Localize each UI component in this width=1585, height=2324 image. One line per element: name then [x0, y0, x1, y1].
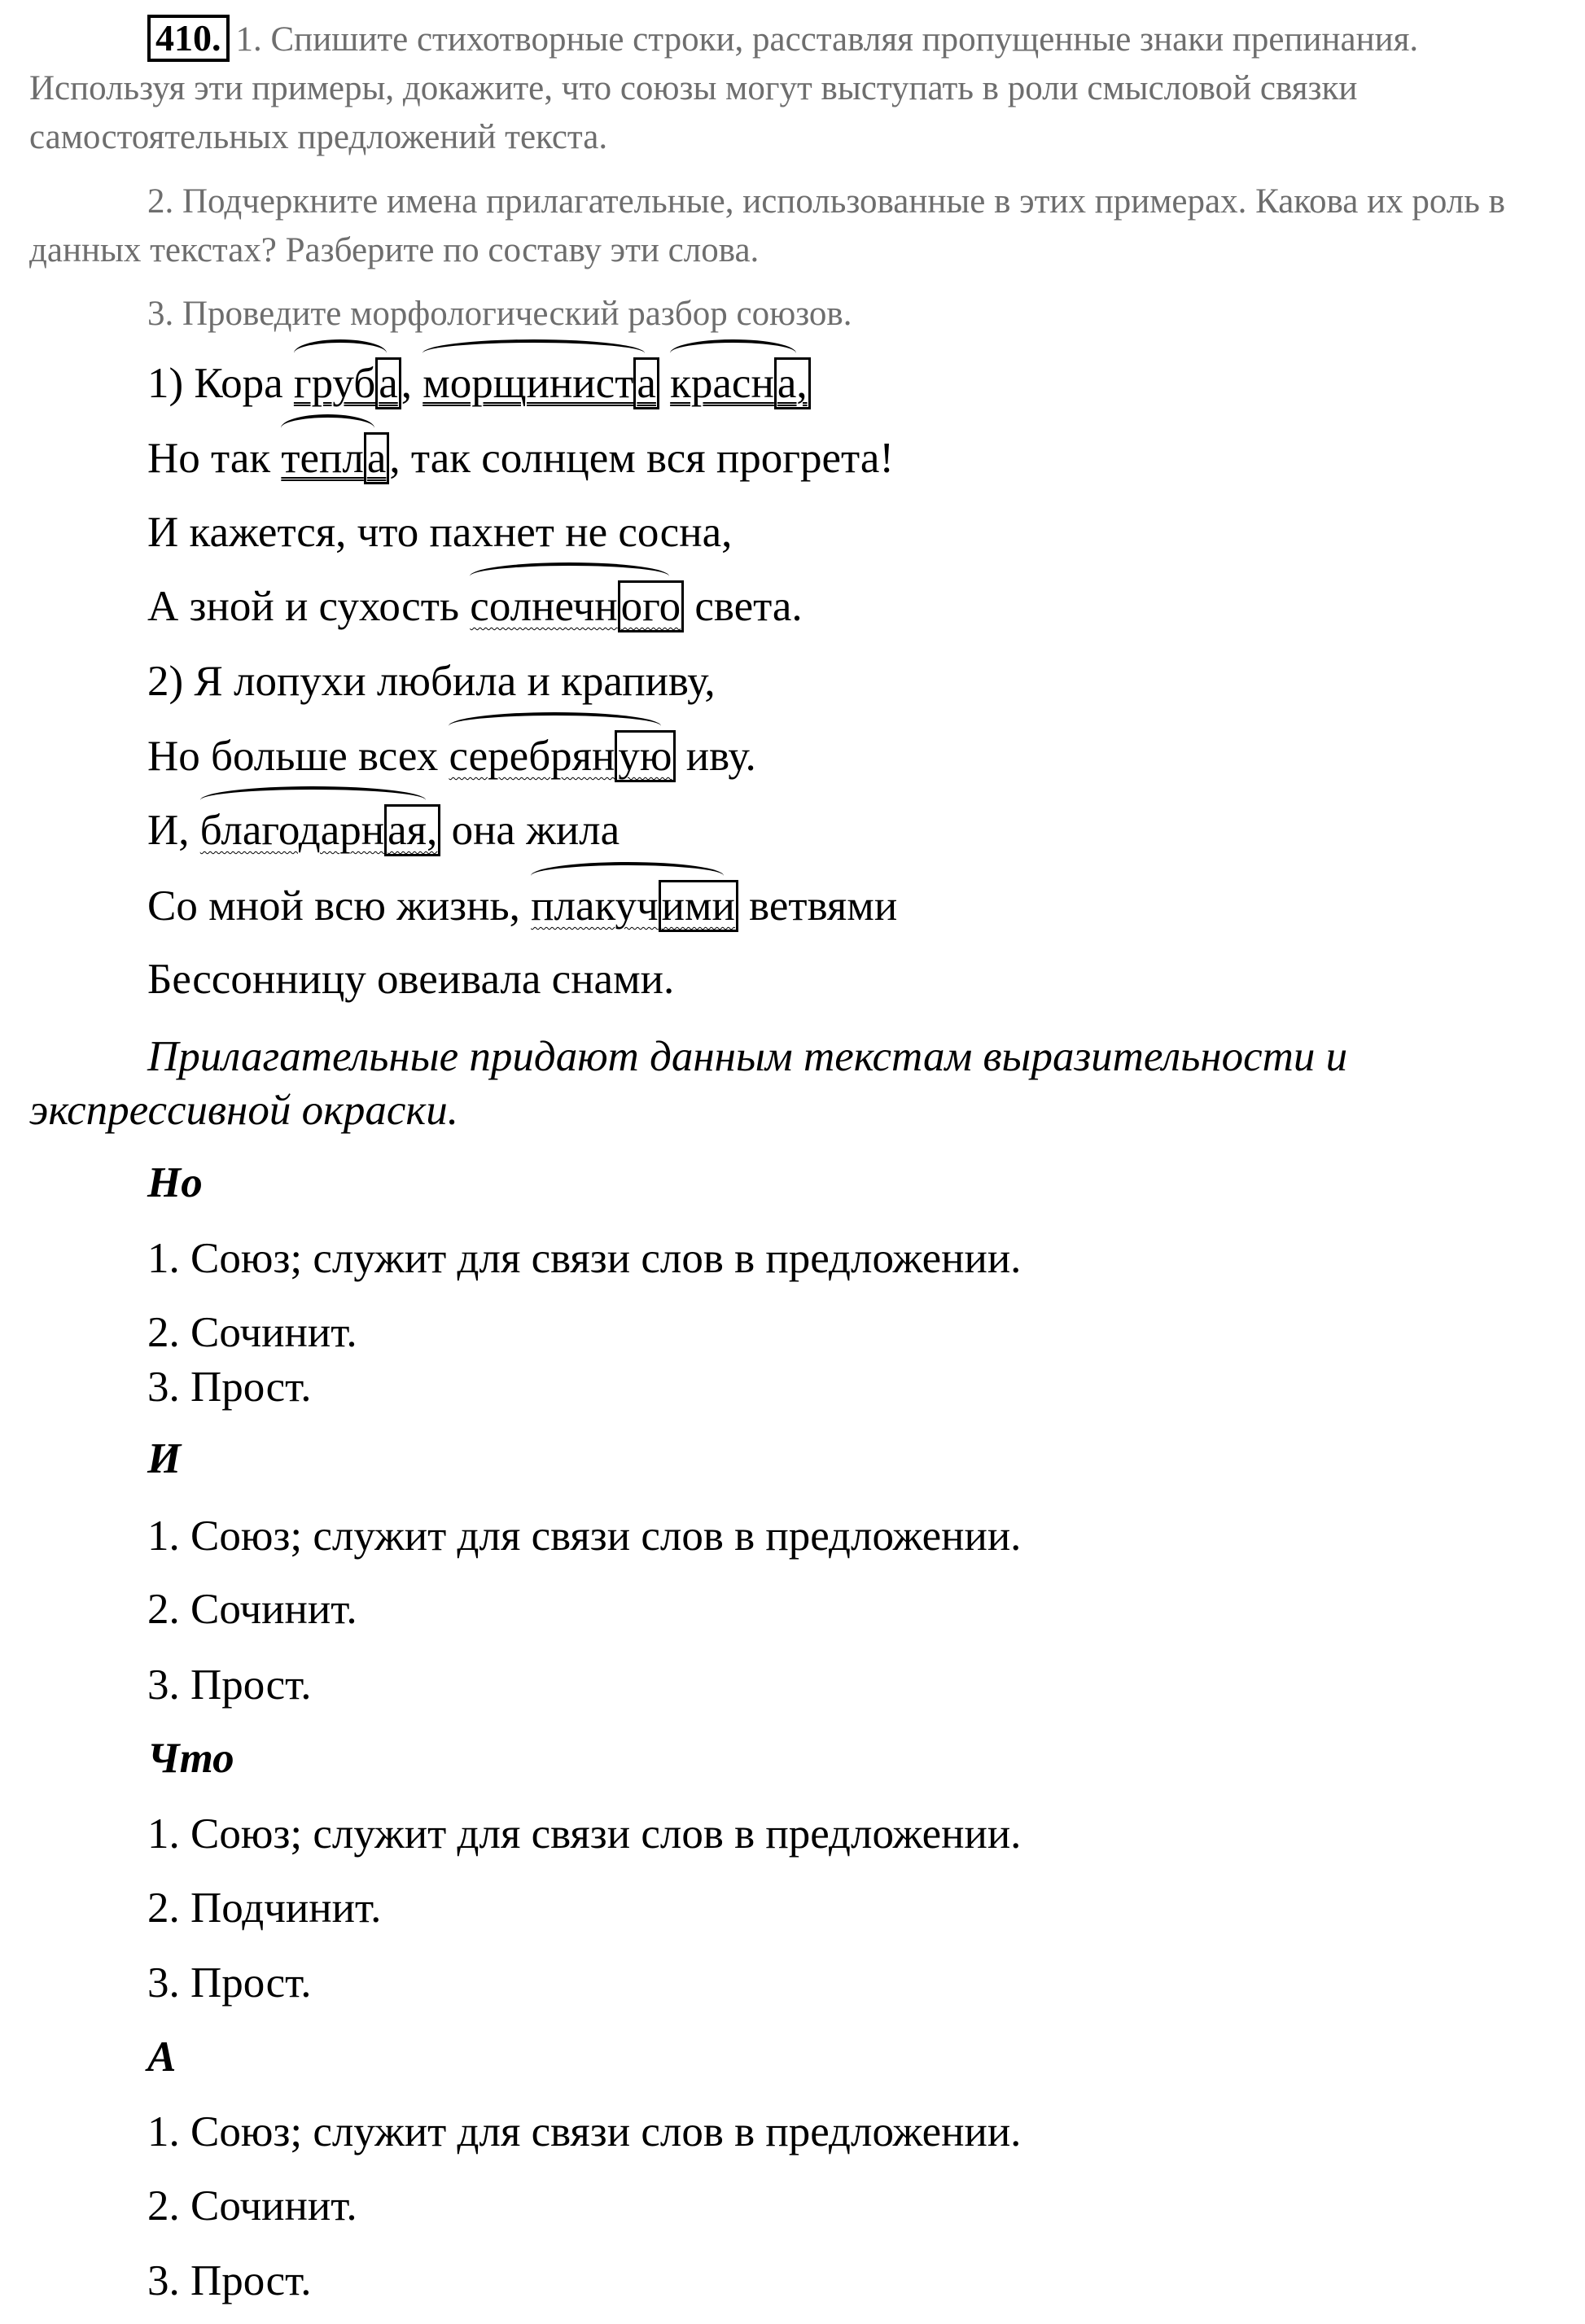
analysis-item: 1. Союз; служит для связи слов в предложении.: [147, 1512, 1022, 1560]
analysis-item: 1. Союз; служит для связи слов в предложении.: [147, 1810, 1022, 1858]
analysis-item: 3. Прост.: [147, 1661, 312, 1709]
poem-line: [147, 432, 894, 484]
poem-line: [147, 357, 811, 409]
conjunction-heading: Но: [147, 1159, 203, 1206]
word-stem: серебрян: [449, 733, 615, 780]
conjunction-heading: И: [147, 1435, 182, 1482]
poem-line: [147, 804, 620, 856]
analysis-item: 2. Сочинит.: [147, 1309, 357, 1356]
analysis-item: 2. Сочинит.: [147, 2182, 357, 2230]
adjective: [670, 357, 810, 409]
text-segment: И,: [147, 807, 200, 854]
task-paragraph-1: [29, 15, 1560, 162]
adjective: [423, 357, 659, 409]
task-paragraph-3: 3. Проведите морфологический разбор союзов.: [147, 295, 852, 333]
word-stem: солнечн: [470, 583, 618, 630]
analysis-item: 2. Сочинит.: [147, 1586, 357, 1633]
word-stem: плакуч: [531, 882, 659, 930]
root-arc-mark: [670, 339, 795, 367]
analysis-item: 3. Прост.: [147, 1363, 312, 1411]
ending-box: а,: [774, 357, 811, 409]
word-stem: красн: [670, 360, 774, 407]
ending-box: ая,: [384, 804, 440, 856]
ending-box: а: [364, 432, 390, 484]
word-stem: благодарн: [199, 807, 385, 854]
text-segment: иву.: [675, 733, 756, 780]
adjective: [470, 580, 684, 632]
text-segment: Со мной всю жизнь,: [147, 882, 532, 930]
poem-line: [147, 730, 756, 782]
root-arc-mark: [449, 712, 660, 740]
text-segment: ,: [401, 360, 423, 407]
text-segment: она жила: [440, 807, 620, 854]
text-segment: А зной и сухость: [147, 583, 471, 630]
root-arc-mark: [281, 414, 374, 442]
text-segment: Бессонницу овеивала снами.: [147, 956, 675, 1003]
text-segment: Но так: [147, 435, 282, 482]
ending-box: ую: [615, 730, 675, 782]
poem-line: [147, 880, 897, 932]
analysis-item: 3. Прост.: [147, 1959, 312, 2007]
adjective: [200, 804, 441, 856]
ending-box: а: [375, 357, 401, 409]
poem-line: [147, 655, 716, 707]
root-arc-mark: [531, 862, 724, 890]
root-arc-mark: [470, 562, 669, 590]
conjunction-heading: Что: [147, 1735, 234, 1782]
text-segment: , так солнцем вся прогрета!: [389, 435, 895, 482]
word-stem: груб: [293, 360, 376, 407]
analysis-item: 1. Союз; служит для связи слов в предложении.: [147, 2108, 1022, 2155]
text-segment: света.: [684, 583, 803, 630]
poem-line: [147, 953, 674, 1005]
text-segment: 2) Я лопухи любила и крапиву,: [147, 658, 716, 705]
poem-line: [147, 580, 803, 632]
text-segment: Но больше всех: [147, 733, 449, 780]
root-arc-mark: [294, 339, 387, 367]
ending-box: ими: [659, 880, 738, 932]
text-segment: 1) Кора: [147, 360, 294, 407]
poem-line: [147, 506, 732, 558]
analysis-item: 1. Союз; служит для связи слов в предложении.: [147, 1235, 1022, 1282]
root-arc-mark: [423, 339, 645, 367]
word-stem: морщинист: [423, 360, 634, 407]
conjunction-heading: А: [147, 2033, 177, 2081]
task-text-1: 1. Спишите стихотворные строки, расставляя пропущенные знаки препинания. Используя эти примеры, докажите, что союзы могут выступать в роли смысловой связки самостоятельных предложений текста.: [29, 20, 1419, 156]
task-paragraph-2: 2. Подчеркните имена прилагательные, использованные в этих примерах. Какова их роль в данных текстах? Разберите по составу эти слова.: [29, 182, 1505, 269]
adjective: [449, 730, 675, 782]
ending-box: ого: [618, 580, 684, 632]
analysis-item: 2. Подчинит.: [147, 1884, 382, 1932]
conclusion-text: Прилагательные придают данным текстам выразительности и экспрессивной окраски.: [29, 1033, 1348, 1134]
adjective: [531, 880, 738, 932]
adjective: [294, 357, 401, 409]
ending-box: а: [633, 357, 659, 409]
text-segment: ветвями: [738, 882, 898, 930]
analysis-item: 3. Прост.: [147, 2257, 312, 2304]
text-segment: И кажется, что пахнет не сосна,: [147, 509, 733, 556]
word-stem: тепл: [281, 435, 364, 482]
exercise-number: 410.: [147, 15, 230, 62]
adjective: [281, 432, 389, 484]
text-segment: [659, 360, 670, 407]
root-arc-mark: [200, 786, 427, 814]
